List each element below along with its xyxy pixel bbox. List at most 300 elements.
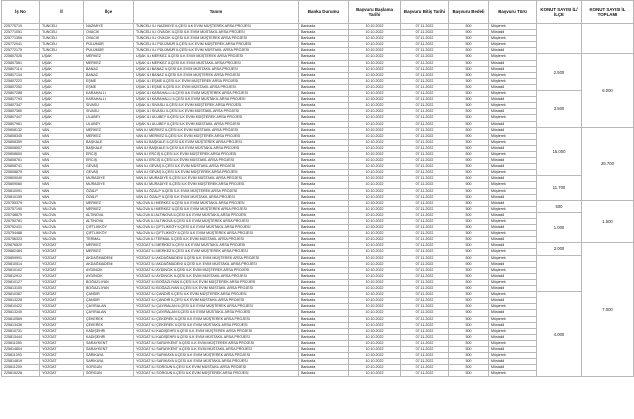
cell-bedeli[interactable]: 500 (449, 316, 489, 322)
cell-bitis[interactable]: 07.11.2022 (401, 97, 449, 103)
cell-baslama[interactable]: 10.10.2022 (349, 237, 401, 243)
cell-bedeli[interactable]: 500 (449, 237, 489, 243)
cell-bedeli[interactable]: 500 (449, 121, 489, 127)
cell-tanim[interactable]: UŞAK İLİ ULUBEY İLÇESİ İLK EVİM MÜSTAKİL ARSA PROJESİ (134, 121, 299, 127)
cell-turu[interactable]: Müstakil (489, 225, 537, 231)
cell-bedeli[interactable]: 500 (449, 310, 489, 316)
cell-turu[interactable]: Müstakil (489, 261, 537, 267)
cell-turu[interactable]: Müşterek (489, 115, 537, 121)
cell-baslama[interactable]: 10.10.2022 (349, 219, 401, 225)
cell-il[interactable]: YOZGAT (40, 298, 84, 304)
cell-il[interactable]: UŞAK (40, 54, 84, 60)
cell-is-no[interactable]: 225811200 (2, 365, 40, 371)
cell-il[interactable]: VAN (40, 151, 84, 157)
cell-bitis[interactable]: 07.11.2022 (401, 255, 449, 261)
cell-il[interactable]: YOZGAT (40, 371, 84, 377)
cell-il[interactable]: UŞAK (40, 115, 84, 121)
cell-bedeli[interactable]: 500 (449, 225, 489, 231)
cell-bedeli[interactable]: 500 (449, 212, 489, 218)
cell-turu[interactable]: Müstakil (489, 48, 537, 54)
cell-bitis[interactable]: 07.11.2022 (401, 188, 449, 194)
cell-ilce[interactable]: MERKEZ (84, 127, 134, 133)
cell-baslama[interactable]: 10.10.2022 (349, 36, 401, 42)
cell-baslama[interactable]: 10.10.2022 (349, 328, 401, 334)
cell-turu[interactable]: Müstakil (489, 365, 537, 371)
cell-is-no[interactable]: 225813228 (2, 298, 40, 304)
cell-bedeli[interactable]: 500 (449, 219, 489, 225)
cell-il[interactable]: YOZGAT (40, 267, 84, 273)
cell-turu[interactable]: Müstakil (489, 334, 537, 340)
cell-ilce[interactable]: OVACIK (84, 30, 134, 36)
cell-bitis[interactable]: 07.11.2022 (401, 30, 449, 36)
cell-tanim[interactable]: YALOVA İLİ ALTINOVA İLÇESİ İLK EVİM MÜSTAKİL ARSA PROJESİ (134, 212, 299, 218)
cell-banka-durumu[interactable]: Bankada (299, 237, 349, 243)
cell-bedeli[interactable]: 500 (449, 273, 489, 279)
cell-banka-durumu[interactable]: Bankada (299, 139, 349, 145)
cell-tanim[interactable]: VAN İLİ ERCİŞ İLÇESİ İLK EVİM MÜSTAKİL ARSA PROJESİ (134, 158, 299, 164)
cell-banka-durumu[interactable]: Bankada (299, 286, 349, 292)
cell-ilce[interactable]: ERCİŞ (84, 151, 134, 157)
cell-banka-durumu[interactable]: Bankada (299, 84, 349, 90)
cell-bedeli[interactable]: 500 (449, 194, 489, 200)
cell-il[interactable]: UŞAK (40, 78, 84, 84)
cell-tanim[interactable]: YOZGAT İLİ SARAYKENT İLÇESİ İLK EVİM MÜSTAKİL ARSA PROJESİ (134, 346, 299, 352)
cell-baslama[interactable]: 10.10.2022 (349, 66, 401, 72)
cell-turu[interactable]: Müşterek (489, 91, 537, 97)
cell-il[interactable]: TUNCELİ (40, 48, 84, 54)
cell-ilce[interactable]: BANAZ (84, 66, 134, 72)
cell-bedeli[interactable]: 500 (449, 115, 489, 121)
cell-baslama[interactable]: 10.10.2022 (349, 30, 401, 36)
cell-banka-durumu[interactable]: Bankada (299, 340, 349, 346)
cell-il[interactable]: YALOVA (40, 206, 84, 212)
cell-bitis[interactable]: 07.11.2022 (401, 346, 449, 352)
cell-bitis[interactable]: 07.11.2022 (401, 182, 449, 188)
cell-ilce[interactable]: SORGUN (84, 365, 134, 371)
cell-baslama[interactable]: 10.10.2022 (349, 24, 401, 30)
cell-tanim[interactable]: VAN İLİ ÖZALP İLÇESİ İLK EVİM MÜSTAKİL ARSA PROJESİ (134, 194, 299, 200)
cell-turu[interactable]: Müşterek (489, 267, 537, 273)
cell-turu[interactable]: Müstakil (489, 243, 537, 249)
cell-il[interactable]: YALOVA (40, 237, 84, 243)
cell-banka-durumu[interactable]: Bankada (299, 206, 349, 212)
cell-baslama[interactable]: 10.10.2022 (349, 292, 401, 298)
cell-bitis[interactable]: 07.11.2022 (401, 48, 449, 54)
cell-tanim[interactable]: YOZGAT İLİ AKDAĞMADENİ İLÇESİ İLK EVİM MÜSTAKİL ARSA PROJESİ (134, 261, 299, 267)
cell-bedeli[interactable]: 500 (449, 340, 489, 346)
cell-banka-durumu[interactable]: Bankada (299, 78, 349, 84)
cell-il[interactable]: VAN (40, 158, 84, 164)
cell-bedeli[interactable]: 500 (449, 36, 489, 42)
cell-tanim[interactable]: YOZGAT İLİ KADIŞEHRİ İLÇESİ İLK EVİM MÜŞTEREK ARSA PROJESİ (134, 328, 299, 334)
cell-baslama[interactable]: 10.10.2022 (349, 42, 401, 48)
cell-turu[interactable]: Müşterek (489, 78, 537, 84)
cell-turu[interactable]: Müşterek (489, 42, 537, 48)
cell-baslama[interactable]: 10.10.2022 (349, 322, 401, 328)
cell-turu[interactable]: Müşterek (489, 353, 537, 359)
cell-is-no[interactable]: 225752431 (2, 225, 40, 231)
cell-is-no[interactable]: 225807288 (2, 91, 40, 97)
cell-turu[interactable]: Müstakil (489, 145, 537, 151)
cell-banka-durumu[interactable]: Bankada (299, 231, 349, 237)
cell-is-no[interactable]: 225755379 (2, 200, 40, 206)
cell-ilce[interactable]: KADIŞEHRİ (84, 328, 134, 334)
cell-ilce[interactable]: MERKEZ (84, 133, 134, 139)
cell-tanim[interactable]: VAN İLİ ERCİŞ İLÇESİ İLK EVİM MÜŞTEREK ARSA PROJESİ (134, 151, 299, 157)
col-konut-il-toplam-header[interactable]: KONUT SAYISI İL TOPLAMI (582, 1, 634, 24)
cell-baslama[interactable]: 10.10.2022 (349, 346, 401, 352)
cell-il[interactable]: YOZGAT (40, 286, 84, 292)
cell-ilce[interactable]: GEVAŞ (84, 164, 134, 170)
cell-turu[interactable]: Müstakil (489, 164, 537, 170)
cell-is-no[interactable]: 225750781 (2, 219, 40, 225)
cell-banka-durumu[interactable]: Bankada (299, 42, 349, 48)
cell-is-no[interactable]: 225772175 (2, 48, 40, 54)
cell-ilce[interactable]: SİVASLI (84, 103, 134, 109)
cell-banka-durumu[interactable]: Bankada (299, 298, 349, 304)
cell-tanim[interactable]: YOZGAT İLİ MERKEZ İLÇESİ İLK EVİM MÜSTAKİL ARSA PROJESİ (134, 243, 299, 249)
cell-bedeli[interactable]: 500 (449, 109, 489, 115)
cell-il[interactable]: YOZGAT (40, 292, 84, 298)
cell-ilce[interactable]: AKDAĞMADENİ (84, 261, 134, 267)
cell-bitis[interactable]: 07.11.2022 (401, 42, 449, 48)
col-tanim-header[interactable]: Tanım (134, 1, 299, 24)
cell-is-no[interactable]: 225808132 (2, 127, 40, 133)
cell-ilce[interactable]: SORGUN (84, 371, 134, 377)
cell-bedeli[interactable]: 500 (449, 371, 489, 377)
cell-banka-durumu[interactable]: Bankada (299, 30, 349, 36)
cell-il[interactable]: YOZGAT (40, 316, 84, 322)
cell-il[interactable]: VAN (40, 139, 84, 145)
cell-il[interactable]: YALOVA (40, 225, 84, 231)
cell-is-no[interactable]: 225810014 (2, 261, 40, 267)
cell-is-no[interactable]: 225754488 (2, 231, 40, 237)
cell-il[interactable]: VAN (40, 133, 84, 139)
cell-is-no[interactable]: 225815228 (2, 371, 40, 377)
cell-ilce[interactable]: BANAZ (84, 72, 134, 78)
cell-is-no[interactable]: 225808761 (2, 158, 40, 164)
cell-turu[interactable]: Müşterek (489, 133, 537, 139)
konut-ilce-count-cell[interactable]: 1.000 (537, 212, 582, 242)
cell-tanim[interactable]: UŞAK İLİ EŞME İLÇESİ İLK EVİM MÜSTAKİL ARSA PROJESİ (134, 84, 299, 90)
cell-bedeli[interactable]: 500 (449, 60, 489, 66)
cell-bedeli[interactable]: 500 (449, 97, 489, 103)
cell-bedeli[interactable]: 500 (449, 334, 489, 340)
cell-il[interactable]: YOZGAT (40, 359, 84, 365)
cell-il[interactable]: VAN (40, 145, 84, 151)
cell-il[interactable]: YALOVA (40, 200, 84, 206)
cell-tanim[interactable]: YOZGAT İLİ SARIKAYA İLÇESİ İLK EVİM MÜŞTEREK ARSA PROJESİ (134, 353, 299, 359)
cell-tanim[interactable]: YOZGAT İLİ SORGUN İLÇESİ İLK EVİM MÜSTAKİL ARSA PROJESİ (134, 365, 299, 371)
cell-baslama[interactable]: 10.10.2022 (349, 115, 401, 121)
cell-is-no[interactable]: 225813240 (2, 310, 40, 316)
cell-bedeli[interactable]: 500 (449, 353, 489, 359)
cell-tanim[interactable]: YOZGAT İLİ AYDINCIK İLÇESİ İLK EVİM MÜSTAKİL ARSA PROJESİ (134, 273, 299, 279)
cell-bitis[interactable]: 07.11.2022 (401, 200, 449, 206)
cell-is-no[interactable]: 225771306 (2, 36, 40, 42)
cell-turu[interactable]: Müstakil (489, 359, 537, 365)
col-banka-durumu-header[interactable]: Banka Durumu (299, 1, 349, 24)
cell-il[interactable]: YOZGAT (40, 365, 84, 371)
cell-bitis[interactable]: 07.11.2022 (401, 243, 449, 249)
cell-il[interactable]: YOZGAT (40, 310, 84, 316)
cell-il[interactable]: VAN (40, 188, 84, 194)
cell-tanim[interactable]: UŞAK İLİ EŞME İLÇESİ İLK EVİM MÜŞTEREK ARSA PROJESİ (134, 78, 299, 84)
cell-il[interactable]: UŞAK (40, 97, 84, 103)
cell-bitis[interactable]: 07.11.2022 (401, 334, 449, 340)
cell-is-no[interactable]: 225807360 (2, 109, 40, 115)
cell-tanim[interactable]: YALOVA İLİ MERKEZ İLÇESİ İLK EVİM MÜŞTEREK ARSA PROJESİ (134, 206, 299, 212)
cell-turu[interactable]: Müstakil (489, 346, 537, 352)
cell-il[interactable]: YOZGAT (40, 353, 84, 359)
cell-bitis[interactable]: 07.11.2022 (401, 206, 449, 212)
cell-baslama[interactable]: 10.10.2022 (349, 261, 401, 267)
cell-il[interactable]: UŞAK (40, 66, 84, 72)
cell-tanim[interactable]: UŞAK İLİ MERKEZ İLÇESİ İLK EVİM MÜŞTEREK ARSA PROJESİ (134, 54, 299, 60)
cell-is-no[interactable]: 225807961 (2, 121, 40, 127)
cell-bitis[interactable]: 07.11.2022 (401, 36, 449, 42)
cell-is-no[interactable]: 225808875 (2, 170, 40, 176)
cell-il[interactable]: YOZGAT (40, 328, 84, 334)
cell-banka-durumu[interactable]: Bankada (299, 279, 349, 285)
cell-turu[interactable]: Müşterek (489, 24, 537, 30)
cell-ilce[interactable]: ÇAYIRALAN (84, 310, 134, 316)
cell-banka-durumu[interactable]: Bankada (299, 371, 349, 377)
cell-bedeli[interactable]: 500 (449, 188, 489, 194)
cell-baslama[interactable]: 10.10.2022 (349, 206, 401, 212)
cell-banka-durumu[interactable]: Bankada (299, 145, 349, 151)
cell-banka-durumu[interactable]: Bankada (299, 176, 349, 182)
cell-bitis[interactable]: 07.11.2022 (401, 151, 449, 157)
cell-ilce[interactable]: NAZIMİYE (84, 24, 134, 30)
cell-il[interactable]: VAN (40, 127, 84, 133)
cell-baslama[interactable]: 10.10.2022 (349, 139, 401, 145)
cell-tanim[interactable]: YALOVA İLİ MERKEZ İLÇESİ İLK EVİM MÜSTAKİL ARSA PROJESİ (134, 200, 299, 206)
cell-bedeli[interactable]: 500 (449, 78, 489, 84)
cell-banka-durumu[interactable]: Bankada (299, 243, 349, 249)
cell-bedeli[interactable]: 500 (449, 328, 489, 334)
cell-banka-durumu[interactable]: Bankada (299, 310, 349, 316)
cell-bitis[interactable]: 07.11.2022 (401, 66, 449, 72)
cell-baslama[interactable]: 10.10.2022 (349, 249, 401, 255)
cell-turu[interactable]: Müstakil (489, 310, 537, 316)
cell-baslama[interactable]: 10.10.2022 (349, 54, 401, 60)
cell-bitis[interactable]: 07.11.2022 (401, 231, 449, 237)
cell-il[interactable]: YALOVA (40, 231, 84, 237)
cell-is-no[interactable]: 225772041 (2, 42, 40, 48)
cell-tanim[interactable]: YALOVA İLİ TERMAL İLÇESİ İLK EVİM MÜSTAKİL ARSA PROJESİ (134, 237, 299, 243)
cell-tanim[interactable]: VAN İLİ GEVAŞ İLÇESİ İLK EVİM MÜŞTEREK ARSA PROJESİ (134, 170, 299, 176)
cell-banka-durumu[interactable]: Bankada (299, 267, 349, 273)
cell-tanim[interactable]: YALOVA İLİ ÇİFTLİKKÖY İLÇESİ İLK EVİM MÜSTAKİL ARSA PROJESİ (134, 225, 299, 231)
cell-il[interactable]: YOZGAT (40, 273, 84, 279)
cell-banka-durumu[interactable]: Bankada (299, 334, 349, 340)
cell-bitis[interactable]: 07.11.2022 (401, 109, 449, 115)
cell-ilce[interactable]: SARIKAYA (84, 359, 134, 365)
cell-ilce[interactable]: AKDAĞMADENİ (84, 255, 134, 261)
cell-is-no[interactable]: 225807252 (2, 84, 40, 90)
cell-il[interactable]: UŞAK (40, 91, 84, 97)
cell-bedeli[interactable]: 500 (449, 30, 489, 36)
cell-bitis[interactable]: 07.11.2022 (401, 139, 449, 145)
cell-is-no[interactable]: 225809991 (2, 255, 40, 261)
cell-tanim[interactable]: YOZGAT İLİ ÇAYIRALAN İLÇESİ İLK EVİM MÜŞTEREK ARSA PROJESİ (134, 304, 299, 310)
cell-ilce[interactable]: SARAYKENT (84, 340, 134, 346)
cell-banka-durumu[interactable]: Bankada (299, 170, 349, 176)
cell-ilce[interactable]: MERKEZ (84, 200, 134, 206)
cell-turu[interactable]: Müşterek (489, 371, 537, 377)
cell-turu[interactable]: Müstakil (489, 273, 537, 279)
cell-turu[interactable]: Müşterek (489, 54, 537, 60)
cell-banka-durumu[interactable]: Bankada (299, 194, 349, 200)
cell-banka-durumu[interactable]: Bankada (299, 292, 349, 298)
cell-is-no[interactable]: 225807222 (2, 78, 40, 84)
cell-banka-durumu[interactable]: Bankada (299, 97, 349, 103)
cell-tanim[interactable]: UŞAK İLİ SİVASLI İLÇESİ İLK EVİM MÜŞTEREK ARSA PROJESİ (134, 103, 299, 109)
cell-banka-durumu[interactable]: Bankada (299, 188, 349, 194)
cell-ilce[interactable]: MERKEZ (84, 54, 134, 60)
cell-baslama[interactable]: 10.10.2022 (349, 353, 401, 359)
cell-banka-durumu[interactable]: Bankada (299, 151, 349, 157)
cell-banka-durumu[interactable]: Bankada (299, 109, 349, 115)
cell-banka-durumu[interactable]: Bankada (299, 316, 349, 322)
cell-bitis[interactable]: 07.11.2022 (401, 322, 449, 328)
cell-ilce[interactable]: MURADİYE (84, 176, 134, 182)
cell-bitis[interactable]: 07.11.2022 (401, 60, 449, 66)
cell-ilce[interactable]: ULUBEY (84, 115, 134, 121)
cell-tanim[interactable]: VAN İLİ BAŞKALE İLÇESİ İLK EVİM MÜSTAKİL ARSA PROJESİ (134, 145, 299, 151)
col-basvuru-bedeli-header[interactable]: Başvuru Bedeli (449, 1, 489, 24)
cell-bitis[interactable]: 07.11.2022 (401, 176, 449, 182)
cell-turu[interactable]: Müstakil (489, 200, 537, 206)
cell-turu[interactable]: Müşterek (489, 72, 537, 78)
cell-banka-durumu[interactable]: Bankada (299, 127, 349, 133)
cell-bedeli[interactable]: 500 (449, 255, 489, 261)
cell-il[interactable]: VAN (40, 176, 84, 182)
cell-baslama[interactable]: 10.10.2022 (349, 371, 401, 377)
cell-ilce[interactable]: KADIŞEHRİ (84, 334, 134, 340)
cell-is-no[interactable]: 225770710 (2, 24, 40, 30)
cell-is-no[interactable]: 225810155 (2, 194, 40, 200)
cell-tanim[interactable]: YOZGAT İLİ AYDINCIK İLÇESİ İLK EVİM MÜŞTEREK ARSA PROJESİ (134, 267, 299, 273)
cell-baslama[interactable]: 10.10.2022 (349, 194, 401, 200)
cell-il[interactable]: YOZGAT (40, 322, 84, 328)
cell-is-no[interactable]: 225810102 (2, 267, 40, 273)
cell-bedeli[interactable]: 500 (449, 170, 489, 176)
cell-banka-durumu[interactable]: Bankada (299, 273, 349, 279)
cell-banka-durumu[interactable]: Bankada (299, 121, 349, 127)
cell-tanim[interactable]: TUNCELİ İLİ NAZIMİYE İLÇESİ İLK EVİM MÜŞTEREK ARSA PROJESİ (134, 24, 299, 30)
col-il-header[interactable]: İl (40, 1, 84, 24)
cell-tanim[interactable]: YOZGAT İLİ MERKEZ İLÇESİ İLK EVİM MÜŞTEREK ARSA PROJESİ (134, 249, 299, 255)
cell-baslama[interactable]: 10.10.2022 (349, 286, 401, 292)
cell-is-no[interactable]: 225810569 (2, 316, 40, 322)
cell-il[interactable]: TUNCELİ (40, 30, 84, 36)
cell-bedeli[interactable]: 500 (449, 286, 489, 292)
cell-bedeli[interactable]: 500 (449, 103, 489, 109)
cell-bedeli[interactable]: 500 (449, 158, 489, 164)
cell-tanim[interactable]: VAN İLİ MERKEZ İLÇESİ İLK EVİM MÜŞTEREK ARSA PROJESİ (134, 133, 299, 139)
cell-bedeli[interactable]: 500 (449, 249, 489, 255)
cell-ilce[interactable]: EŞME (84, 84, 134, 90)
cell-baslama[interactable]: 10.10.2022 (349, 151, 401, 157)
cell-banka-durumu[interactable]: Bankada (299, 54, 349, 60)
cell-ilce[interactable]: ÇEKEREK (84, 322, 134, 328)
cell-ilce[interactable]: MERKEZ (84, 60, 134, 66)
cell-bedeli[interactable]: 500 (449, 42, 489, 48)
cell-tanim[interactable]: TUNCELİ İLİ PÜLÜMÜR İLÇESİ İLK EVİM MÜSTAKİL ARSA PROJESİ (134, 48, 299, 54)
cell-turu[interactable]: Müstakil (489, 237, 537, 243)
cell-turu[interactable]: Müşterek (489, 151, 537, 157)
cell-ilce[interactable]: AYDINCIK (84, 273, 134, 279)
cell-baslama[interactable]: 10.10.2022 (349, 298, 401, 304)
col-basvuru-turu-header[interactable]: Başvuru Türü (489, 1, 537, 24)
cell-is-no[interactable]: 225814819 (2, 359, 40, 365)
cell-banka-durumu[interactable]: Bankada (299, 225, 349, 231)
cell-is-no[interactable]: 225810127 (2, 279, 40, 285)
konut-il-total-cell[interactable]: 26.700 (582, 127, 634, 200)
cell-banka-durumu[interactable]: Bankada (299, 353, 349, 359)
konut-ilce-count-cell[interactable]: 2.500 (537, 54, 582, 91)
cell-bitis[interactable]: 07.11.2022 (401, 212, 449, 218)
cell-is-no[interactable]: 225807561 (2, 60, 40, 66)
cell-ilce[interactable]: ÇANDIR (84, 292, 134, 298)
konut-ilce-count-cell[interactable] (537, 24, 582, 54)
cell-banka-durumu[interactable]: Bankada (299, 255, 349, 261)
col-is-no-header[interactable]: İş No (2, 1, 40, 24)
cell-baslama[interactable]: 10.10.2022 (349, 91, 401, 97)
konut-ilce-count-cell[interactable] (537, 255, 582, 292)
cell-tanim[interactable]: YOZGAT İLİ SORGUN İLÇESİ İLK EVİM MÜŞTEREK ARSA PROJESİ (134, 371, 299, 377)
cell-baslama[interactable]: 10.10.2022 (349, 255, 401, 261)
cell-tanim[interactable]: VAN İLİ BAŞKALE İLÇESİ İLK EVİM MÜŞTEREK ARSA PROJESİ (134, 139, 299, 145)
cell-bitis[interactable]: 07.11.2022 (401, 24, 449, 30)
cell-baslama[interactable]: 10.10.2022 (349, 304, 401, 310)
cell-turu[interactable]: Müşterek (489, 103, 537, 109)
cell-tanim[interactable]: YOZGAT İLİ BOĞAZLIYAN İLÇESİ İLK EVİM MÜSTAKİL ARSA PROJESİ (134, 286, 299, 292)
cell-turu[interactable]: Müşterek (489, 279, 537, 285)
cell-ilce[interactable]: BOĞAZLIYAN (84, 279, 134, 285)
cell-turu[interactable]: Müstakil (489, 66, 537, 72)
cell-turu[interactable]: Müstakil (489, 322, 537, 328)
cell-is-no[interactable]: 225810731 (2, 328, 40, 334)
cell-turu[interactable]: Müstakil (489, 194, 537, 200)
cell-il[interactable]: UŞAK (40, 103, 84, 109)
cell-banka-durumu[interactable]: Bankada (299, 72, 349, 78)
cell-baslama[interactable]: 10.10.2022 (349, 176, 401, 182)
cell-bedeli[interactable]: 500 (449, 84, 489, 90)
cell-bitis[interactable]: 07.11.2022 (401, 219, 449, 225)
cell-tanim[interactable]: YOZGAT İLİ ÇEKEREK İLÇESİ İLK EVİM MÜSTAKİL ARSA PROJESİ (134, 322, 299, 328)
cell-bitis[interactable]: 07.11.2022 (401, 127, 449, 133)
cell-is-no[interactable]: 225876520 (2, 243, 40, 249)
cell-turu[interactable]: Müstakil (489, 298, 537, 304)
cell-tanim[interactable]: YOZGAT İLİ BOĞAZLIYAN İLÇESİ İLK EVİM MÜŞTEREK ARSA PROJESİ (134, 279, 299, 285)
cell-bedeli[interactable]: 500 (449, 54, 489, 60)
cell-banka-durumu[interactable]: Bankada (299, 304, 349, 310)
cell-baslama[interactable]: 10.10.2022 (349, 127, 401, 133)
cell-bedeli[interactable]: 500 (449, 145, 489, 151)
cell-il[interactable]: YOZGAT (40, 255, 84, 261)
cell-banka-durumu[interactable]: Bankada (299, 322, 349, 328)
cell-tanim[interactable]: UŞAK İLİ MERKEZ İLÇESİ İLK EVİM MÜSTAKİL ARSA PROJESİ (134, 60, 299, 66)
cell-banka-durumu[interactable]: Bankada (299, 219, 349, 225)
cell-is-no[interactable]: 225811050 (2, 340, 40, 346)
cell-turu[interactable]: Müşterek (489, 182, 537, 188)
cell-is-no[interactable]: 225807347 (2, 103, 40, 109)
konut-il-total-cell[interactable] (582, 24, 634, 54)
cell-banka-durumu[interactable]: Bankada (299, 133, 349, 139)
